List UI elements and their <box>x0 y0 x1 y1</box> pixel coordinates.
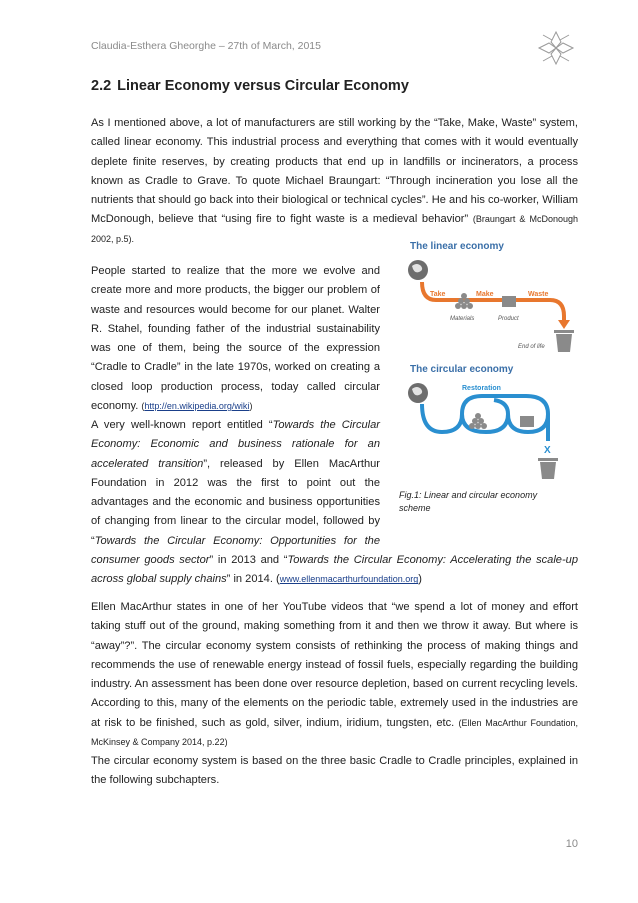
section-heading <box>91 78 409 94</box>
economy-scheme-figure <box>398 236 584 480</box>
section-number: 2.2 <box>91 78 112 94</box>
product-icon-circular <box>520 416 534 427</box>
paragraph-text: As I mentioned above, a lot of manufacturers are still working by the “Take, Make, Waste” system, called linear economy. This industrial process and everything that comes with it would eventually deplete finite reserves, by creating products that end up in landfills or incinerators, a process known as Cradle to Grave. To quote Michael Braungart: “Through incineration you lose all the nutrients that should go back into their biological or technical cycles”. He and his co-worker, William McDonough, believe that “using fire to fight waste is a medieval behavior” <box>91 117 578 226</box>
page-number: 10 <box>565 838 578 850</box>
trash-bin-icon-circular <box>538 458 558 479</box>
foundation-link[interactable]: www.ellenmacarthurfoundation.org <box>279 574 419 585</box>
linear-economy-title: The linear economy <box>410 241 504 252</box>
citation: (Braungart & McDonough 2002, p.5). <box>91 214 578 244</box>
paragraph-text: People started to realize that the more we evolve and create more and more products, the bigger our problem of waste and resources would become for our planet. Walter R. Stahel, founding father of the industrial sustainability was one of them, being the source of the expression “Cradle to Cradle” in the late 1970s, worked on creating a closed loop production process, today called circular economy. <box>91 265 380 413</box>
paragraph-text: The circular economy system is based on the three basic Cradle to Cradle principles, explained in the following subchapters. <box>91 755 578 787</box>
take-label: Take <box>430 291 446 298</box>
restoration-label: Restoration <box>462 385 501 392</box>
circular-economy-title: The circular economy <box>410 364 514 375</box>
report-title-2012: Towards the Circular Economy: Economic and business rationale for an accelerated transition <box>91 419 381 470</box>
linear-flow-arrow <box>422 282 564 322</box>
figure-caption: Fig.1: Linear and circular economy scheme <box>399 490 538 513</box>
end-of-life-label: End of life <box>518 344 545 350</box>
citation: (http://en.wikipedia.org/wiki) <box>141 401 253 412</box>
logo-icon <box>535 28 577 68</box>
waste-label: Waste <box>528 291 549 298</box>
paragraph-text: Ellen MacArthur states in one of her YouTube videos that “we spend a lot of money and effort taking stuff out of the ground, making something from it and then we throw it away. But where is “away”?”. The circular economy system consists of rethinking the process of making things and recommends the use of renewable energy instead of fossil fuels, especially regarding the building industry. An assessment has been done over resource depletion, based on current recycling levels. According to this, many of the elements on the periodic table, extremely used in the industries are at risk to be finished, such as gold, silver, indium, iridium, tungsten, etc. <box>91 601 578 729</box>
product-icon <box>502 296 516 307</box>
make-label: Make <box>476 291 494 298</box>
paragraph-cradle-to-cradle <box>91 262 380 416</box>
paragraph-principles <box>91 752 578 791</box>
materials-label: Materials <box>450 316 475 322</box>
x-mark: X <box>544 445 551 456</box>
paragraph-linear-economy <box>91 114 578 249</box>
paragraph-report: A very well-known report entitled “Towards the Circular Economy: Economic and business rationale for an accelerated transition”, released by Ellen MacArthur Foundation in 2012 was the first to point out the advantages and the economic and business opportunities of changing from linear to the circular model, followed by “Towards the Circular Economy: Opportunities for the consumer goods sector” in 2013 and “Towards the Circular Economy: Accelerating the scale-up across global supply chains” in 2014. (www.ellenmacarthurfoundation.org) <box>91 416 578 590</box>
materials-icon-circular <box>469 413 487 429</box>
paragraph-ellen-macarthur <box>91 598 578 752</box>
report-title-2013: Towards the Circular Economy: Opportunities for the consumer goods sector <box>91 534 380 567</box>
report-title-2014: Towards the Circular Economy: Accelerating the scale-up across global supply chains <box>91 554 579 586</box>
wikipedia-link[interactable]: http://en.wikipedia.org/wiki <box>144 401 250 412</box>
trash-bin-icon <box>554 330 574 352</box>
citation: (Ellen MacArthur Foundation, McKinsey & Company 2014, p.22) <box>91 717 578 748</box>
running-header: Claudia-Esthera Gheorghe – 27th of March, 2015 <box>91 40 321 52</box>
product-label: Product <box>498 316 519 322</box>
section-title: Linear Economy versus Circular Economy <box>117 78 409 94</box>
